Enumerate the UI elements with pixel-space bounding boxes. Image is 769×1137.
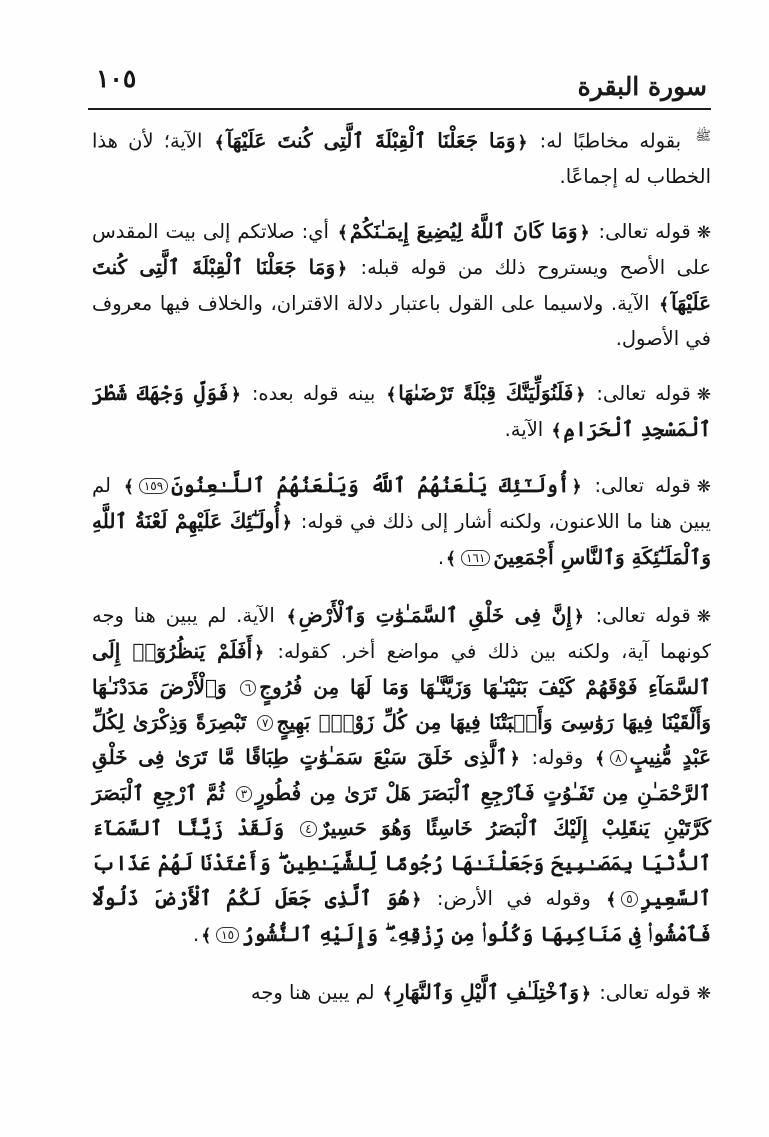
quran-close-bracket: ﴾ <box>382 983 393 1004</box>
quran-close-bracket: ﴾ <box>606 889 617 910</box>
quran-verse: وَلَقَدْ زَيَّنَّا ٱلسَّمَآءَ ٱلدُّنْيَا بِمَصَـٰبِيحَ وَجَعَلْنَـٰهَا رُجُومًا لِّلشَّيَـٰطِينِ ۖ وَأَعْتَدْنَا لَهُمْ عَذَابَ ٱلسَّعِيرِ <box>92 815 711 910</box>
star-icon: ❋ <box>696 384 712 405</box>
quran-open-bracket: ﴿ <box>573 606 584 627</box>
page-number: ١٠٥ <box>96 64 137 93</box>
paragraph-3 <box>92 376 711 448</box>
quran-close-bracket: ﴾ <box>201 925 212 946</box>
quran-open-bracket: ﴿ <box>337 258 348 279</box>
quran-open-bracket: ﴿ <box>281 512 292 533</box>
ayah-number: ١٥٩ <box>139 478 168 494</box>
quran-verse: ٱلَّذِى خَلَقَ سَبْعَ سَمَـٰوَٰتٍ طِبَاقًا مَّا تَرَىٰ فِى خَلْقِ ٱلرَّحْمَـٰنِ مِن تَفَـٰوُتٍ فَٱرْجِعِ ٱلْبَصَرَ هَلْ تَرَىٰ مِن فُطُورٍ <box>92 744 712 805</box>
quran-verse: وَمَا جَعَلْنَا ٱلْقِبْلَةَ ٱلَّتِى كُنتَ عَلَيْهَآ <box>226 128 516 153</box>
quran-verse: ثُمَّ ٱرْجِعِ ٱلْبَصَرَ كَرَّتَيْنِ يَنقَلِبْ إِلَيْكَ ٱلْبَصَرُ خَاسِئًا وَهُوَ حَسِيرٌ <box>92 780 711 840</box>
paragraph-5 <box>92 598 711 953</box>
paragraph-end: . <box>192 922 200 946</box>
quran-verse: تَبْصِرَةً وَذِكْرَىٰ لِكُلِّ عَبْدٍ مُّنِيبٍ <box>92 709 711 769</box>
paragraph-lead: قوله تعالى: <box>599 980 691 1004</box>
paragraph-1 <box>92 120 711 194</box>
quran-open-bracket: ﴿ <box>517 132 528 153</box>
honorific-symbol: ﷺ <box>695 129 712 144</box>
page-header <box>88 62 711 110</box>
paragraph-2 <box>92 214 711 356</box>
quran-verse: أَفَلَمْ يَنظُرُوٓا۟ إِلَى ٱلسَّمَآءِ فَوْقَهُمْ كَيْفَ بَنَيْنَـٰهَا وَزَيَّنَّـٰهَا وَمَا لَهَا مِن فُرُوجٍ <box>92 638 711 699</box>
paragraph-text: الآية؛ لأن هذا الخطاب له إجماعًا. <box>92 129 711 188</box>
paragraph-text: لم يبين هنا ما اللاعنون، ولكنه أشار إلى ذلك في قوله: <box>92 473 711 533</box>
quran-open-bracket: ﴿ <box>411 889 422 910</box>
quran-verse: إِنَّ فِى خَلْقِ ٱلسَّمَـٰوَٰتِ وَٱلْأَرْضِ <box>298 602 572 627</box>
header-rule <box>88 108 711 110</box>
star-icon: ❋ <box>696 476 712 497</box>
paragraph-text: وقوله: <box>531 745 584 769</box>
quran-verse: وَٱخْتِلَـٰفِ ٱلَّيْلِ وَٱلنَّهَارِ <box>394 979 580 1004</box>
paragraph-text: الآية. ولاسيما على القول باعتبار دلالة الاقتران، والخلاف فيها معروف في الأصول. <box>92 291 711 350</box>
paragraph-text: وقوله في الأرض: <box>436 886 591 910</box>
paragraph-lead: قوله تعالى: <box>598 219 691 243</box>
ayah-number: ٣ <box>236 786 252 802</box>
quran-verse: فَلَنُوَلِّيَنَّكَ قِبْلَةً تَرْضَىٰهَا <box>398 380 574 405</box>
quran-open-bracket: ﴿ <box>581 983 592 1004</box>
quran-open-bracket: ﴿ <box>509 748 520 769</box>
star-icon: ❋ <box>696 983 711 1004</box>
paragraph-6 <box>92 975 711 1011</box>
quran-close-bracket: ﴾ <box>551 420 562 441</box>
quran-verse: أُولَـٰٓئِكَ يَلْعَنُهُمُ ٱللَّهُ وَيَلْعَنُهُمُ ٱللَّـٰعِنُونَ <box>171 472 570 497</box>
paragraph-text: الآية. لم يبين هنا وجه كونهما آية، ولكنه بين ذلك في مواضع أخر. كقوله: <box>92 603 711 663</box>
page-body <box>92 120 711 1032</box>
paragraph-text: بقوله مخاطبًا له: <box>539 129 682 153</box>
quran-open-bracket: ﴿ <box>579 222 590 243</box>
star-icon: ❋ <box>696 222 712 243</box>
paragraph-lead: قوله تعالى: <box>594 473 691 497</box>
ayah-number: ٨ <box>610 750 626 766</box>
quran-open-bracket: ﴿ <box>571 476 582 497</box>
quran-close-bracket: ﴾ <box>286 606 297 627</box>
quran-open-bracket: ﴿ <box>254 642 265 663</box>
paragraph-text: أي: صلاتكم إلى بيت المقدس على الأصح ويستروح ذلك من قوله قبله: <box>92 219 711 279</box>
ayah-number: ٤ <box>300 821 316 837</box>
quran-close-bracket: ﴾ <box>446 548 456 569</box>
paragraph-lead: قوله تعالى: <box>595 603 691 627</box>
quran-verse: وَٱلْأَرْضَ مَدَدْنَـٰهَا وَأَلْقَيْنَا فِيهَا رَوَٰسِىَ وَأَنۢبَتْنَا فِيهَا مِن كُلِّ زَوْجٍۭ بَهِيجٍ <box>92 674 712 734</box>
quran-close-bracket: ﴾ <box>214 132 225 153</box>
quran-open-bracket: ﴿ <box>575 384 586 405</box>
quran-open-bracket: ﴿ <box>230 384 241 405</box>
ayah-number: ٥ <box>621 891 637 907</box>
quran-close-bracket: ﴾ <box>595 748 606 769</box>
paragraph-end: . <box>437 545 445 569</box>
quran-verse: وَمَا كَانَ ٱللَّهُ لِيُضِيعَ إِيمَـٰنَكُمْ <box>349 218 578 243</box>
paragraph-lead: قوله تعالى: <box>596 381 691 405</box>
quran-close-bracket: ﴾ <box>123 476 134 497</box>
quran-verse: وَمَا جَعَلْنَا ٱلْقِبْلَةَ ٱلَّتِى كُنتَ عَلَيْهَآ <box>92 254 712 315</box>
quran-close-bracket: ﴾ <box>659 294 670 315</box>
paragraph-text: الآية. <box>504 417 544 441</box>
ayah-number: ١٦١ <box>461 550 490 566</box>
paragraph-text: لم يبين هنا وجه <box>250 980 375 1004</box>
star-icon: ❋ <box>696 606 712 627</box>
ayah-number: ٦ <box>240 680 256 696</box>
ayah-number: ٧ <box>257 715 273 731</box>
surah-title: سورة البقرة <box>577 72 707 101</box>
ayah-number: ١٥ <box>216 927 239 943</box>
paragraph-4 <box>92 468 711 576</box>
quran-close-bracket: ﴾ <box>337 222 348 243</box>
quran-verse: هُوَ ٱلَّذِى جَعَلَ لَكُمُ ٱلْأَرْضَ ذَلُولًا فَٱمْشُوا۟ فِى مَنَاكِبِهَا وَكُلُوا۟ مِن رِّزْقِهِۦ ۖ وَإِلَيْهِ ٱلنُّشُورُ <box>92 885 711 946</box>
quran-close-bracket: ﴾ <box>386 384 397 405</box>
quran-verse: أُولَـٰٓئِكَ عَلَيْهِمْ لَعْنَةُ ٱللَّهِ وَٱلْمَلَـٰٓئِكَةِ وَٱلنَّاسِ أَجْمَعِينَ <box>92 508 711 569</box>
quran-verse: فَوَلِّ وَجْهَكَ شَطْرَ ٱلْمَسْجِدِ ٱلْحَرَامِ <box>92 380 711 441</box>
paragraph-text: بينه قوله بعده: <box>251 381 376 405</box>
